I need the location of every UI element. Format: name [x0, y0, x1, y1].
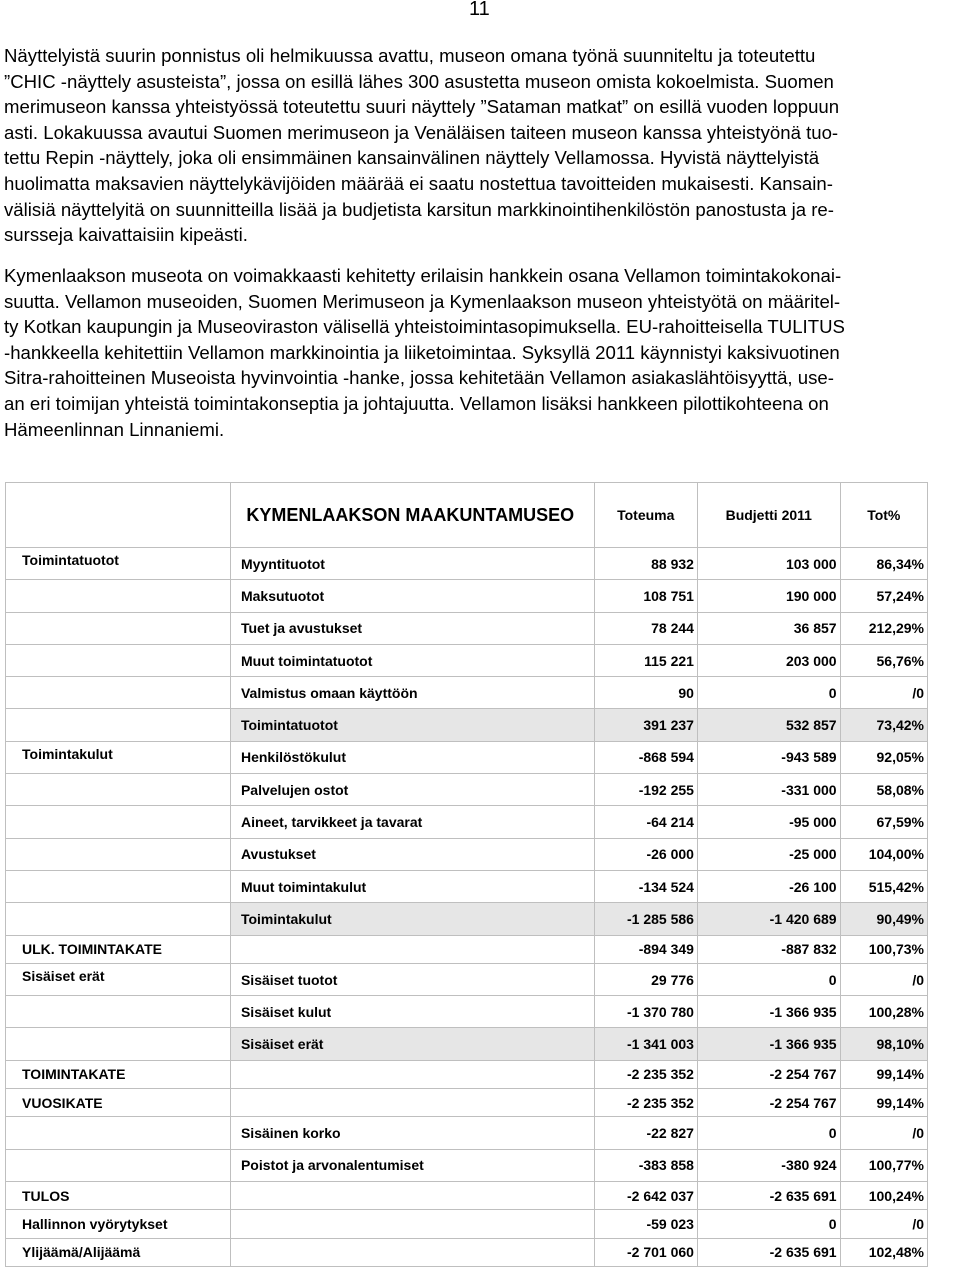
paragraph-projects	[4, 263, 956, 442]
table-row	[6, 1181, 928, 1209]
budjetti-value: 0	[697, 1117, 840, 1149]
table-row	[6, 838, 928, 870]
row-item: Muut toimintatuotot	[230, 644, 594, 676]
row-category	[6, 774, 231, 806]
toteuma-value: -1 285 586	[594, 903, 697, 935]
row-item: Sisäiset tuotot	[230, 963, 594, 995]
row-category	[6, 903, 231, 935]
row-item	[230, 1181, 594, 1209]
row-category	[6, 612, 231, 644]
row-item	[230, 1060, 594, 1088]
row-item: Sisäiset erät	[230, 1028, 594, 1060]
row-item: Palvelujen ostot	[230, 774, 594, 806]
table-row	[6, 806, 928, 838]
row-category	[6, 580, 231, 612]
budjetti-value: 0	[697, 677, 840, 709]
tot-percent-value: 67,59%	[840, 806, 927, 838]
tot-percent-value: 100,28%	[840, 996, 927, 1028]
tot-percent-value: /0	[840, 677, 927, 709]
row-category	[6, 1028, 231, 1060]
table-row	[6, 1149, 928, 1181]
table-row	[6, 709, 928, 741]
header-blank-cell	[6, 483, 231, 548]
row-category	[6, 996, 231, 1028]
budjetti-value: -95 000	[697, 806, 840, 838]
row-item: Muut toimintakulut	[230, 870, 594, 902]
tot-percent-value: 100,24%	[840, 1181, 927, 1209]
table-row	[6, 1238, 928, 1266]
row-category	[6, 709, 231, 741]
financial-table	[5, 482, 928, 1267]
budjetti-value: -380 924	[697, 1149, 840, 1181]
table-row	[6, 1210, 928, 1238]
toteuma-value: -1 341 003	[594, 1028, 697, 1060]
toteuma-value: 90	[594, 677, 697, 709]
row-item: Poistot ja arvonalentumiset	[230, 1149, 594, 1181]
tot-percent-value: 102,48%	[840, 1238, 927, 1266]
toteuma-value: 88 932	[594, 548, 697, 580]
table-row	[6, 612, 928, 644]
row-category: Sisäiset erät	[6, 963, 231, 995]
table-row	[6, 580, 928, 612]
row-category: TULOS	[6, 1181, 231, 1209]
toteuma-value: -868 594	[594, 741, 697, 773]
table-row	[6, 741, 928, 773]
tot-percent-value: /0	[840, 963, 927, 995]
budjetti-value: 36 857	[697, 612, 840, 644]
text-line: sursseja kaivattaisiin kipeästi.	[4, 224, 248, 246]
toteuma-value: -26 000	[594, 838, 697, 870]
budjetti-value: 103 000	[697, 548, 840, 580]
row-item: Tuet ja avustukset	[230, 612, 594, 644]
row-item: Henkilöstökulut	[230, 741, 594, 773]
budjetti-value: 203 000	[697, 644, 840, 676]
text-line: merimuseon kanssa yhteistyössä toteutettu suuri näyttely ”Sataman matkat” on esillä vuoden loppuun	[4, 96, 840, 118]
budjetti-value: -25 000	[697, 838, 840, 870]
budjetti-value: -2 635 691	[697, 1181, 840, 1209]
row-category: TOIMINTAKATE	[6, 1060, 231, 1088]
tot-percent-value: 515,42%	[840, 870, 927, 902]
budjetti-value: -2 635 691	[697, 1238, 840, 1266]
text-line: tettu Repin -näyttely, joka oli ensimmäinen kansainvälinen näyttely Vellamossa. Hyvistä näyttelyistä	[4, 147, 820, 169]
row-category	[6, 1117, 231, 1149]
toteuma-value: -64 214	[594, 806, 697, 838]
tot-percent-value: 104,00%	[840, 838, 927, 870]
row-item: Aineet, tarvikkeet ja tavarat	[230, 806, 594, 838]
tot-percent-value: 56,76%	[840, 644, 927, 676]
page-number: 11	[469, 0, 490, 20]
table-row	[6, 548, 928, 580]
row-item	[230, 935, 594, 963]
toteuma-value: -192 255	[594, 774, 697, 806]
table-row	[6, 1060, 928, 1088]
row-category	[6, 838, 231, 870]
text-line: huolimatta maksavien näyttelykävijöiden määrää ei saatu nostettua tavoitteiden mukaisesti. Kansain-	[4, 172, 833, 194]
tot-percent-value: 90,49%	[840, 903, 927, 935]
row-category	[6, 806, 231, 838]
table-row	[6, 1028, 928, 1060]
table-row	[6, 996, 928, 1028]
text-line: ty Kotkan kaupungin ja Museoviraston välisellä yhteistoimintasopimuksella. EU-rahoitteisella TULITUS	[4, 316, 845, 338]
text-line: asti. Lokakuussa avautui Suomen merimuseon ja Venäläisen taiteen museon kanssa yhteistyönä tuo-	[4, 121, 839, 143]
budjetti-value: 532 857	[697, 709, 840, 741]
tot-percent-value: 73,42%	[840, 709, 927, 741]
table-row	[6, 774, 928, 806]
column-header-budjetti: Budjetti 2011	[697, 483, 840, 548]
budjetti-value: 0	[697, 1210, 840, 1238]
tot-percent-value: 99,14%	[840, 1060, 927, 1088]
budjetti-value: -2 254 767	[697, 1060, 840, 1088]
table-row	[6, 870, 928, 902]
toteuma-value: -2 701 060	[594, 1238, 697, 1266]
toteuma-value: -1 370 780	[594, 996, 697, 1028]
toteuma-value: -383 858	[594, 1149, 697, 1181]
tot-percent-value: 92,05%	[840, 741, 927, 773]
text-line: Hämeenlinnan Linnaniemi.	[4, 418, 225, 440]
row-category	[6, 677, 231, 709]
tot-percent-value: 212,29%	[840, 612, 927, 644]
column-header-toteuma: Toteuma	[594, 483, 697, 548]
row-item: Toimintakulut	[230, 903, 594, 935]
text-line: an eri toimijan yhteistä toimintakonseptia ja johtajuutta. Vellamon lisäksi hankkeen pilottikohteena on	[4, 392, 829, 414]
budjetti-value: -887 832	[697, 935, 840, 963]
toteuma-value: 29 776	[594, 963, 697, 995]
column-header-tot: Tot%	[840, 483, 927, 548]
text-line: -hankkeella kehitettiin Vellamon markkinointia ja liiketoimintaa. Syksyllä 2011 käynnistyi kaksivuotinen	[4, 341, 840, 363]
row-item	[230, 1210, 594, 1238]
toteuma-value: 391 237	[594, 709, 697, 741]
text-line: Kymenlaakson museota on voimakkaasti kehitetty erilaisin hankkein osana Vellamon toimintakokonai-	[4, 265, 842, 286]
row-item: Maksutuotot	[230, 580, 594, 612]
table-header-row	[6, 483, 928, 548]
budjetti-value: -1 366 935	[697, 996, 840, 1028]
budjetti-value: 0	[697, 963, 840, 995]
budjetti-value: -2 254 767	[697, 1089, 840, 1117]
toteuma-value: -22 827	[594, 1117, 697, 1149]
toteuma-value: -2 235 352	[594, 1089, 697, 1117]
row-item: Toimintatuotot	[230, 709, 594, 741]
tot-percent-value: 58,08%	[840, 774, 927, 806]
tot-percent-value: 57,24%	[840, 580, 927, 612]
text-line: välisiä näyttelyitä on suunnitteilla lisää ja budjetista karsitun markkinointihenkilöstön panostusta ja re-	[4, 198, 834, 220]
tot-percent-value: 86,34%	[840, 548, 927, 580]
budjetti-value: -943 589	[697, 741, 840, 773]
budjetti-value: 190 000	[697, 580, 840, 612]
tot-percent-value: 99,14%	[840, 1089, 927, 1117]
toteuma-value: -2 235 352	[594, 1060, 697, 1088]
table-row	[6, 935, 928, 963]
row-item: Myyntituotot	[230, 548, 594, 580]
tot-percent-value: /0	[840, 1117, 927, 1149]
table-row	[6, 677, 928, 709]
row-category	[6, 870, 231, 902]
table-row	[6, 1089, 928, 1117]
text-line: Sitra-rahoitteinen Museoista hyvinvointia -hanke, jossa kehitetään Vellamon asiakaslähtöisyyttä, use-	[4, 367, 834, 389]
row-category	[6, 1149, 231, 1181]
row-category: ULK. TOIMINTAKATE	[6, 935, 231, 963]
table-row	[6, 644, 928, 676]
table-title: KYMENLAAKSON MAAKUNTAMUSEO	[230, 483, 594, 548]
row-item	[230, 1089, 594, 1117]
budjetti-value: -1 420 689	[697, 903, 840, 935]
table-row	[6, 903, 928, 935]
row-category: VUOSIKATE	[6, 1089, 231, 1117]
tot-percent-value: 98,10%	[840, 1028, 927, 1060]
row-category	[6, 644, 231, 676]
row-category: Hallinnon vyörytykset	[6, 1210, 231, 1238]
row-item	[230, 1238, 594, 1266]
row-category: Toimintakulut	[6, 741, 231, 773]
toteuma-value: -2 642 037	[594, 1181, 697, 1209]
table-row	[6, 963, 928, 995]
text-line: suutta. Vellamon museoiden, Suomen Merimuseon ja Kymenlaakson museon yhteistyötä on määritel-	[4, 290, 841, 312]
toteuma-value: 115 221	[594, 644, 697, 676]
text-line: ”CHIC -näyttely asusteista”, jossa on esillä lähes 300 asustetta museon omista kokoelmista. Suomen	[4, 70, 834, 92]
row-category: Toimintatuotot	[6, 548, 231, 580]
row-item: Sisäinen korko	[230, 1117, 594, 1149]
table-row	[6, 1117, 928, 1149]
text-line: Näyttelyistä suurin ponnistus oli helmikuussa avattu, museon omana työnä suunniteltu ja toteutettu	[4, 45, 816, 66]
tot-percent-value: 100,77%	[840, 1149, 927, 1181]
toteuma-value: -894 349	[594, 935, 697, 963]
tot-percent-value: /0	[840, 1210, 927, 1238]
row-item: Valmistus omaan käyttöön	[230, 677, 594, 709]
tot-percent-value: 100,73%	[840, 935, 927, 963]
budjetti-value: -1 366 935	[697, 1028, 840, 1060]
row-item: Avustukset	[230, 838, 594, 870]
toteuma-value: 108 751	[594, 580, 697, 612]
budjetti-value: -331 000	[697, 774, 840, 806]
toteuma-value: 78 244	[594, 612, 697, 644]
toteuma-value: -59 023	[594, 1210, 697, 1238]
paragraph-exhibitions	[4, 43, 956, 248]
toteuma-value: -134 524	[594, 870, 697, 902]
row-category: Ylijäämä/Alijäämä	[6, 1238, 231, 1266]
budjetti-value: -26 100	[697, 870, 840, 902]
row-item: Sisäiset kulut	[230, 996, 594, 1028]
